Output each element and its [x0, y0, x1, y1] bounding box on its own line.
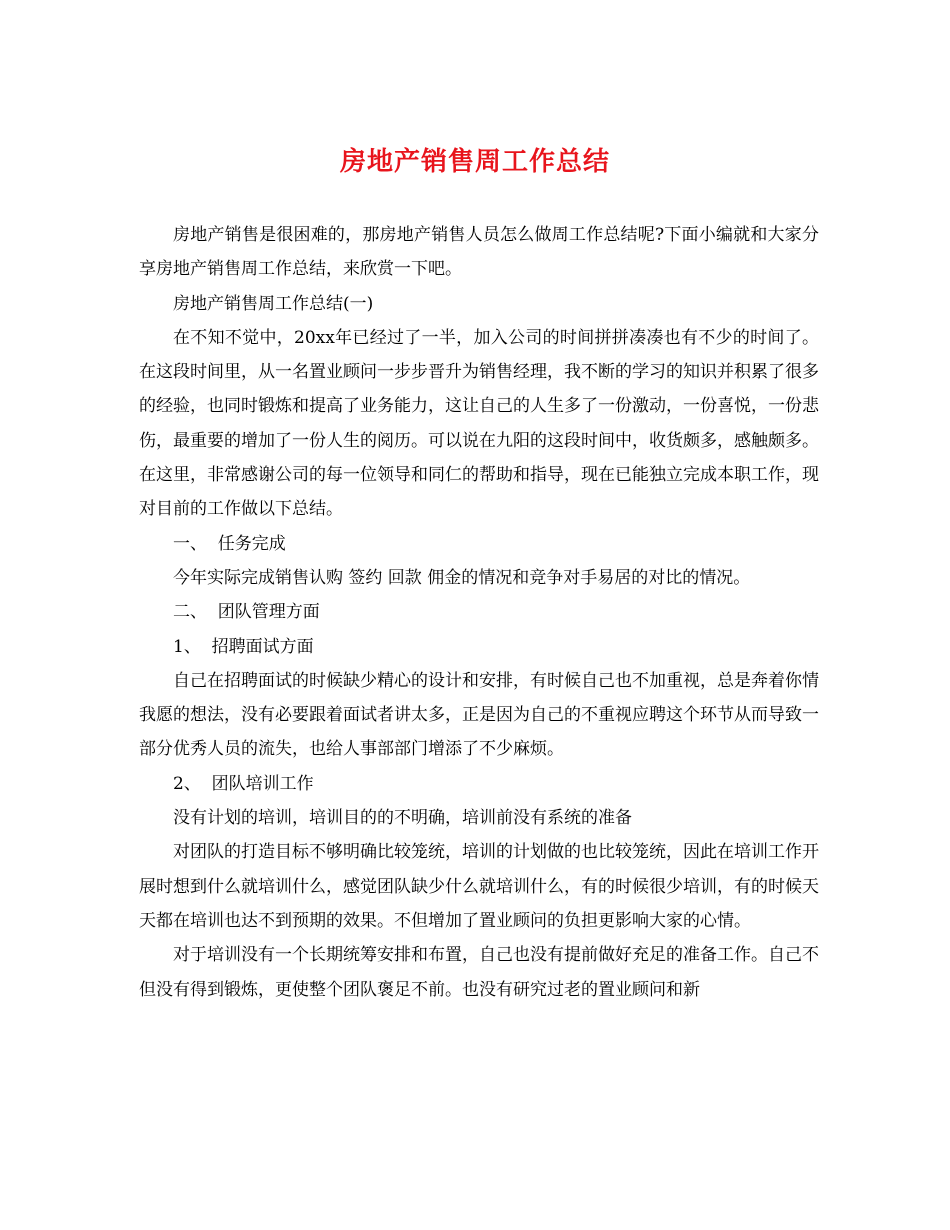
paragraph: 自己在招聘面试的时候缺少精心的设计和安排，有时候自己也不加重视，总是奔着你情我愿的想法，没有必要跟着面试者讲太多，正是因为自己的不重视应聘这个环节从而导致一部分优秀人员的流失，也给人事部部门增添了不少麻烦。 — [139, 670, 819, 760]
document-title: 房地产销售周工作总结 — [339, 147, 610, 177]
section-heading-1: 房地产销售周工作总结(一) — [173, 293, 374, 314]
document-body — [139, 218, 819, 1007]
section-heading-task: 一、 任务完成 — [173, 533, 286, 554]
subsection-heading-training: 2、 团队培训工作 — [173, 773, 314, 794]
paragraph: 对团队的打造目标不够明确比较笼统，培训的计划做的也比较笼统，因此在培训工作开展时想到什么就培训什么，感觉团队缺少什么就培训什么，有的时候很少培训，有的时候天天都在培训也达不到预期的效果。不但增加了置业顾问的负担更影响大家的心情。 — [139, 842, 819, 931]
paragraph: 今年实际完成销售认购 签约 回款 佣金的情况和竞争对手易居的对比的情况。 — [173, 567, 751, 588]
paragraph: 对于培训没有一个长期统筹安排和布置，自己也没有提前做好充足的准备工作。自己不但没有得到锻炼，更使整个团队褒足不前。也没有研究过老的置业顾问和新 — [139, 945, 819, 1000]
paragraph: 没有计划的培训，培训目的的不明确，培训前没有系统的准备 — [173, 808, 632, 829]
subsection-heading-recruit: 1、 招聘面试方面 — [173, 636, 314, 657]
paragraph: 在不知不觉中，20xx年已经过了一半，加入公司的时间拼拼凑凑也有不少的时间了。在这段时间里，从一名置业顾问一步步晋升为销售经理，我不断的学习的知识并积累了很多的经验，也同时锻炼和提高了业务能力，这让自己的人生多了一份激动，一份喜悦，一份悲伤，最重要的增加了一份人生的阅历。可以说在九阳的这段时间中，收货颇多，感触颇多。在这里，非常感谢公司的每一位领导和同仁的帮助和指导，现在已能独立完成本职工作，现对目前的工作做以下总结。 — [139, 327, 819, 520]
paragraph-intro: 房地产销售是很困难的，那房地产销售人员怎么做周工作总结呢?下面小编就和大家分享房地产销售周工作总结，来欣赏一下吧。 — [139, 225, 819, 280]
section-heading-team: 二、 团队管理方面 — [173, 602, 320, 623]
